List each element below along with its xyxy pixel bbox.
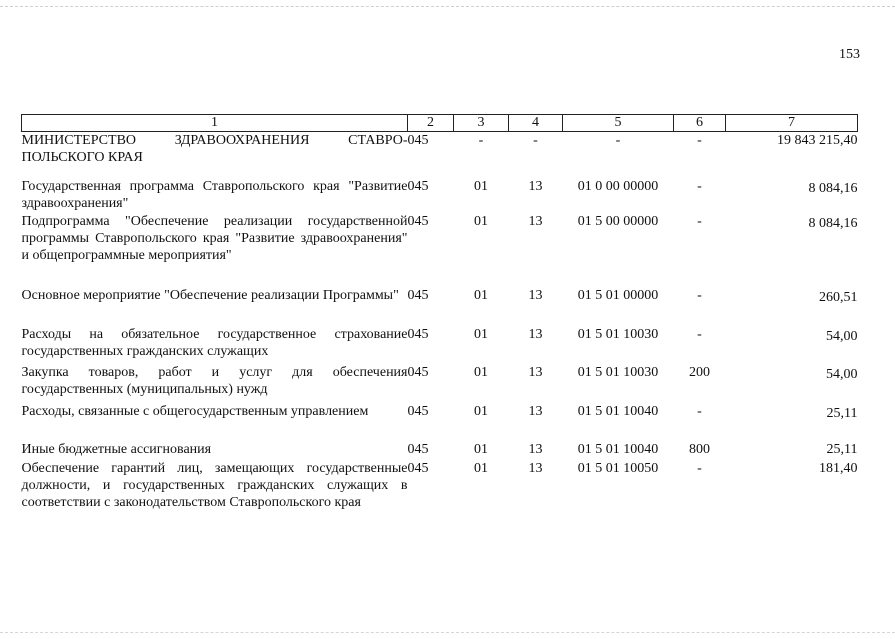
row-code-4: -: [533, 133, 538, 148]
row-code-3: 01: [474, 364, 488, 380]
header-col-7: 7: [726, 115, 858, 132]
row-code-4: 13: [528, 326, 543, 342]
row-code-3: 01: [474, 403, 488, 419]
row-code-6: -: [697, 213, 702, 229]
row-amount: 54,00: [826, 328, 858, 344]
row-code-2: 045: [407, 441, 429, 457]
header-col-6: 6: [674, 115, 726, 132]
table-body: [22, 132, 858, 516]
row-code-4: 13: [528, 213, 543, 229]
row-name: Расходы на обязательное государственное страхование государственных гражданских служащих: [21, 326, 408, 359]
table-row: [22, 287, 858, 326]
scan-edge-top: [0, 6, 895, 8]
table-row: [22, 364, 858, 403]
table-row: [22, 213, 858, 287]
row-code-6: 200: [689, 364, 710, 380]
row-name: Подпрограмма "Обеспечение реализации государственной программы Ставропольского края "Развитие здравоохранения" и общепрограммные мероприятия": [21, 213, 408, 263]
row-name: МИНИСТЕРСТВО ЗДРАВООХРАНЕНИЯ СТАВРО-ПОЛЬСКОГО КРАЯ: [21, 133, 408, 165]
row-code-3: 01: [474, 460, 488, 476]
row-amount: 25,11: [826, 441, 858, 457]
row-code-5: 01 5 01 00000: [577, 287, 659, 303]
scan-edge-bottom: [0, 632, 895, 634]
row-code-3: 01: [474, 441, 488, 457]
row-code-6: -: [697, 287, 702, 303]
header-col-3: 3: [454, 115, 509, 132]
table-row: [22, 326, 858, 364]
row-code-3: 01: [474, 287, 488, 303]
row-code-4: 13: [528, 460, 543, 476]
row-code-6: -: [697, 403, 702, 419]
row-code-3: -: [478, 133, 484, 148]
row-name: Государственная программа Ставропольского края "Развитие здравоохранения": [21, 178, 408, 211]
row-code-6: -: [697, 178, 702, 194]
row-code-3: 01: [474, 326, 488, 342]
row-code-5: 01 5 01 10030: [577, 364, 659, 380]
row-code-4: 13: [528, 441, 543, 457]
row-code-5: 01 0 00 00000: [577, 178, 659, 194]
header-col-1: 1: [22, 115, 408, 132]
row-code-5: 01 5 00 00000: [577, 213, 659, 229]
row-amount: 19 843 215,40: [777, 133, 858, 148]
table-row: [22, 172, 858, 213]
row-name: Закупка товаров, работ и услуг для обеспечения государственных (муниципальных) нужд: [21, 364, 408, 397]
row-name: Иные бюджетные ассигнования: [21, 441, 212, 457]
row-code-5: -: [615, 133, 621, 148]
row-code-2: 045: [407, 460, 429, 476]
table-header: [22, 115, 858, 132]
row-code-6: -: [697, 460, 702, 476]
row-amount: 54,00: [826, 366, 858, 382]
row-amount: 8 084,16: [808, 215, 858, 231]
row-name: Основное мероприятие "Обеспечение реализации Программы": [21, 287, 399, 303]
row-code-2: 045: [407, 287, 429, 303]
row-code-2: 045: [407, 364, 429, 380]
row-amount: 260,51: [819, 289, 858, 305]
row-name: Обеспечение гарантий лиц, замещающих государственные должности, и государственных гражданских служащих в соответствии с законодательством Ставропольского края: [21, 460, 408, 510]
row-amount: 8 084,16: [808, 180, 858, 196]
row-code-4: 13: [528, 287, 543, 303]
table-row: [22, 403, 858, 441]
row-code-4: 13: [528, 364, 543, 380]
row-code-6: 800: [689, 441, 710, 457]
row-name: Расходы, связанные с общегосударственным управлением: [21, 403, 369, 419]
header-col-4: 4: [509, 115, 563, 132]
budget-table: [21, 114, 858, 516]
row-code-2: 045: [407, 133, 429, 148]
row-code-6: -: [697, 133, 702, 148]
header-col-5: 5: [563, 115, 674, 132]
page-number: 153: [839, 47, 860, 62]
row-code-2: 045: [407, 326, 429, 342]
table-row: [22, 441, 858, 460]
row-code-5: 01 5 01 10040: [577, 403, 659, 419]
row-code-3: 01: [474, 213, 488, 229]
header-col-2: 2: [408, 115, 454, 132]
row-amount: 181,40: [819, 460, 858, 476]
header-row: [22, 115, 858, 132]
row-code-5: 01 5 01 10040: [577, 441, 659, 457]
table-row: [22, 460, 858, 516]
row-code-2: 045: [407, 213, 429, 229]
row-amount: 25,11: [826, 405, 858, 421]
row-code-4: 13: [528, 403, 543, 419]
row-code-6: -: [697, 326, 702, 342]
row-code-3: 01: [474, 178, 488, 194]
row-code-5: 01 5 01 10030: [577, 326, 659, 342]
row-code-2: 045: [407, 403, 429, 419]
table-row: [22, 132, 858, 172]
row-code-5: 01 5 01 10050: [577, 460, 659, 476]
row-code-4: 13: [528, 178, 543, 194]
row-code-2: 045: [407, 178, 429, 194]
